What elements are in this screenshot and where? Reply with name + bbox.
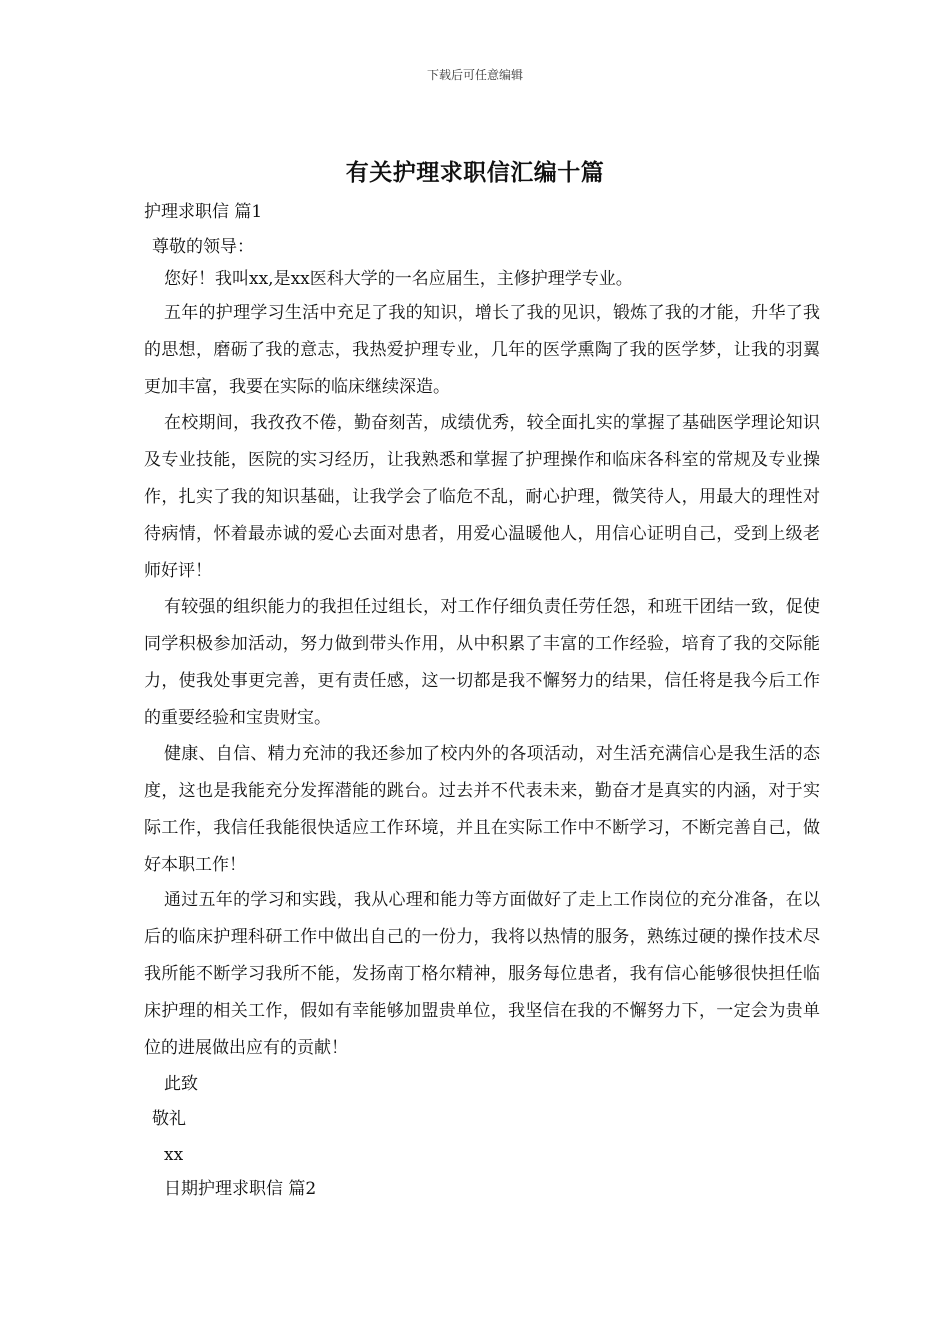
body-paragraph: 有较强的组织能力的我担任过组长，对工作仔细负责任劳任怨，和班干团结一致，促使同学积极参加活动，努力做到带头作用，从中积累了丰富的工作经验，培育了我的交际能力，使我处事更完善，更有责任感，这一切都是我不懈努力的结果，信任将是我今后工作的重要经验和宝贵财宝。 bbox=[144, 597, 820, 728]
closing-line: 敬礼 bbox=[152, 1109, 186, 1129]
date-and-next-heading: 日期护理求职信 篇2 bbox=[164, 1179, 317, 1199]
salutation: 尊敬的领导： bbox=[152, 237, 254, 257]
header-note: 下载后可任意编辑 bbox=[426, 68, 523, 82]
body-paragraph: 通过五年的学习和实践，我从心理和能力等方面做好了走上工作岗位的充分准备，在以后的临床护理科研工作中做出自己的一份力，我将以热情的服务，熟练过硬的操作技术尽我所能不断学习我所不能，发扬南丁格尔精神，服务每位患者，我有信心能够很快担任临床护理的相关工作，假如有幸能够加盟贵单位，我坚信在我的不懈努力下，一定会为贵单位的进展做出应有的贡献！ bbox=[144, 890, 820, 1058]
document-title: 有关护理求职信汇编十篇 bbox=[345, 159, 605, 186]
body-paragraph: 健康、自信、精力充沛的我还参加了校内外的各项活动，对生活充满信心是我生活的态度，这也是我能充分发挥潜能的跳台。过去并不代表未来，勤奋才是真实的内涵，对于实际工作，我信任我能很快适应工作环境，并且在实际工作中不断学习，不断完善自己，做好本职工作！ bbox=[144, 744, 820, 875]
body-paragraph: 在校期间，我孜孜不倦，勤奋刻苦，成绩优秀，较全面扎实的掌握了基础医学理论知识及专业技能，医院的实习经历，让我熟悉和掌握了护理操作和临床各科室的常规及专业操作，扎实了我的知识基础，让我学会了临危不乱，耐心护理，微笑待人，用最大的理性对待病情，怀着最赤诚的爱心去面对患者，用爱心温暖他人，用信心证明自己，受到上级老师好评！ bbox=[144, 413, 820, 581]
body-paragraph: 五年的护理学习生活中充足了我的知识，增长了我的见识，锻炼了我的才能，升华了我的思想，磨砺了我的意志，我热爱护理专业，几年的医学熏陶了我的医学梦，让我的羽翼更加丰富，我要在实际的临床继续深造。 bbox=[144, 303, 820, 397]
closing-line: 此致 bbox=[164, 1074, 198, 1094]
signature: xx bbox=[164, 1145, 184, 1165]
section-heading: 护理求职信 篇1 bbox=[144, 202, 263, 222]
greeting-line: 您好！我叫xx,是xx医科大学的一名应届生，主修护理学专业。 bbox=[164, 269, 633, 289]
